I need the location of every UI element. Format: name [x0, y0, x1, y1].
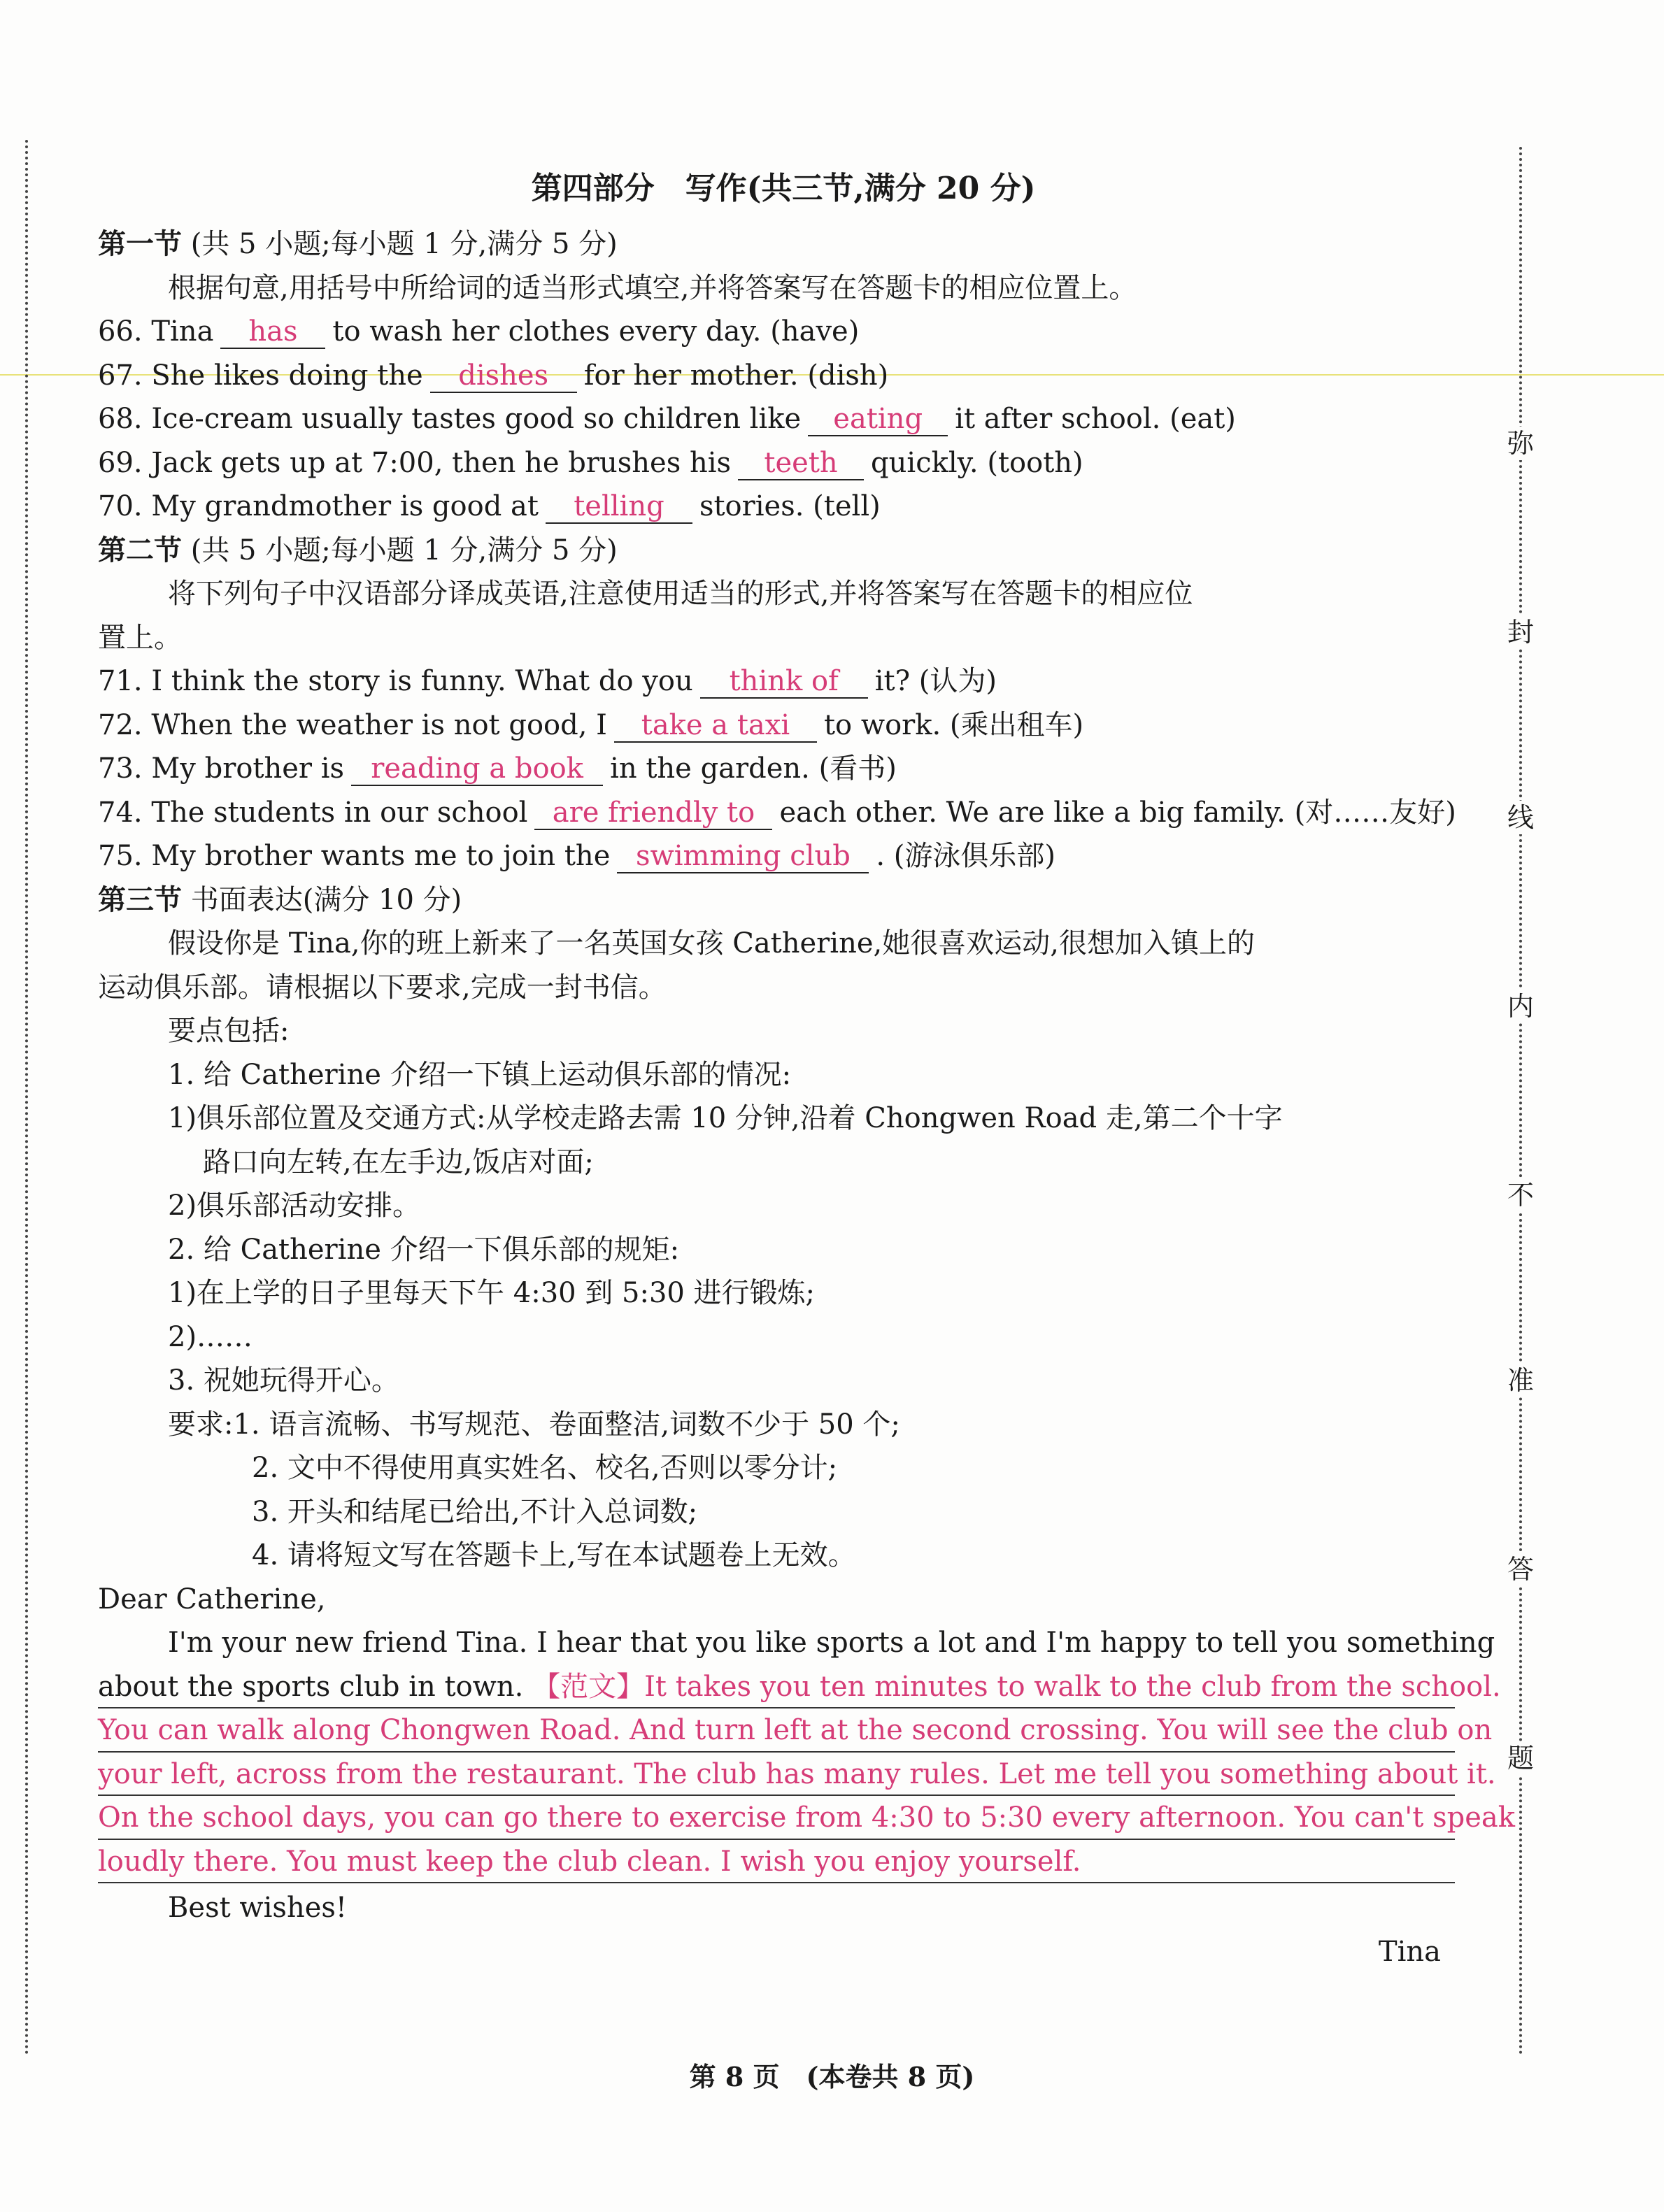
section1-instruction: 根据句意,用括号中所给词的适当形式填空,并将答案写在答题卡的相应位置上。: [168, 271, 1137, 304]
question-text: 69. Jack gets up at 7:00, then he brushes his: [98, 446, 732, 479]
section1-header: [98, 222, 1469, 266]
letter-signature: Tina: [1378, 1935, 1441, 1968]
question-text: 75. My brother wants me to join the: [98, 840, 611, 872]
essay-line-3: your left, across from the restaurant. The club has many rules. Let me tell you something about it.: [98, 1753, 1455, 1797]
model-essay-text: It takes you ten minutes to walk to the club from the school.: [644, 1670, 1501, 1703]
answer-blank[interactable]: think of: [700, 665, 868, 699]
question-75: [98, 834, 1469, 878]
seal-char-8: 题: [1498, 1741, 1543, 1775]
section3-prompt-1: 假设你是 Tina,你的班上新来了一名英国女孩 Catherine,她很喜欢运动,很想加入镇上的: [168, 927, 1255, 959]
question-69: [98, 441, 1469, 485]
section3-header: [98, 878, 1469, 922]
key-point-2: 2. 给 Catherine 介绍一下俱乐部的规矩:: [168, 1233, 680, 1266]
essay-line-4: On the school days, you can go there to exercise from 4:30 to 5:30 every afternoon. You can't speak: [98, 1796, 1455, 1840]
seal-char-6: 准: [1498, 1364, 1543, 1397]
question-text: 70. My grandmother is good at: [98, 490, 539, 522]
requirement-3: 3. 开头和结尾已给出,不计入总词数;: [252, 1495, 698, 1528]
essay-line-5: loudly there. You must keep the club clean. I wish you enjoy yourself.: [98, 1840, 1455, 1884]
answer-blank[interactable]: are friendly to: [534, 797, 772, 830]
answer-blank[interactable]: teeth: [738, 447, 864, 480]
question-71: [98, 659, 1469, 704]
answer-blank[interactable]: has: [220, 315, 325, 349]
question-text: 74. The students in our school: [98, 796, 528, 829]
answer-blank[interactable]: swimming club: [617, 840, 869, 873]
answer-blank[interactable]: eating: [808, 403, 948, 436]
question-66: [98, 310, 1469, 354]
question-text: 68. Ice-cream usually tastes good so children like: [98, 403, 802, 435]
question-text: quickly. (tooth): [871, 446, 1083, 479]
question-67: [98, 354, 1469, 398]
section2-heading: 第二节: [98, 533, 182, 566]
seal-char-1: 弥: [1498, 427, 1543, 460]
question-text: it? (认为): [874, 665, 997, 697]
section2-header: [98, 529, 1469, 573]
key-point-2-2: 2)……: [168, 1320, 253, 1353]
model-essay-tag: 【范文】: [532, 1670, 645, 1703]
question-text: 73. My brother is: [98, 752, 345, 785]
question-70: [98, 485, 1469, 529]
question-text: to work. (乘出租车): [823, 708, 1084, 741]
seal-char-7: 答: [1498, 1553, 1543, 1586]
answer-blank[interactable]: take a taxi: [614, 709, 817, 743]
question-text: stories. (tell): [699, 490, 881, 522]
answer-blank[interactable]: reading a book: [351, 752, 603, 786]
key-point-1: 1. 给 Catherine 介绍一下镇上运动俱乐部的情况:: [168, 1058, 792, 1091]
seal-char-3: 线: [1498, 801, 1543, 834]
section3-points: 书面表达(满分 10 分): [190, 883, 462, 916]
question-73: [98, 747, 1469, 791]
answer-blank[interactable]: telling: [546, 490, 692, 524]
seal-char-4: 内: [1498, 990, 1543, 1023]
question-text: 72. When the weather is not good, I: [98, 708, 607, 741]
question-68: [98, 397, 1469, 441]
question-text: 71. I think the story is funny. What do you: [98, 665, 693, 697]
key-point-1-2: 2)俱乐部活动安排。: [168, 1190, 421, 1222]
section1-points: (共 5 小题;每小题 1 分,满分 5 分): [190, 228, 618, 260]
section2-instruction-2: 置上。: [98, 621, 182, 654]
letter-opening-1: I'm your new friend Tina. I hear that you like sports a lot and I'm happy to tell you something: [168, 1627, 1495, 1659]
question-text: each other. We are like a big family. (对……友好): [779, 796, 1456, 829]
question-text: 67. She likes doing the: [98, 359, 423, 392]
answer-blank[interactable]: dishes: [430, 359, 577, 393]
key-point-1-1a: 1)俱乐部位置及交通方式:从学校走路去需 10 分钟,沿着 Chongwen Road 走,第二个十字: [168, 1102, 1283, 1134]
section2-points: (共 5 小题;每小题 1 分,满分 5 分): [190, 534, 618, 566]
question-text: for her mother. (dish): [583, 359, 889, 392]
letter-salutation: Dear Catherine,: [98, 1583, 326, 1615]
question-text: 66. Tina: [98, 315, 214, 348]
seal-char-5: 不: [1498, 1178, 1543, 1212]
question-text: to wash her clothes every day. (have): [332, 315, 860, 348]
essay-line-2: You can walk along Chongwen Road. And turn left at the second crossing. You will see the club on: [98, 1708, 1455, 1753]
left-binding-line: [25, 140, 28, 2056]
seal-char-2: 封: [1498, 615, 1543, 649]
question-72: [98, 704, 1469, 748]
section2-instruction-1: 将下列句子中汉语部分译成英语,注意使用适当的形式,并将答案写在答题卡的相应位: [168, 578, 1193, 610]
question-74: [98, 791, 1469, 835]
requirement-2: 2. 文中不得使用真实姓名、校名,否则以零分计;: [252, 1452, 838, 1484]
key-point-2-1: 1)在上学的日子里每天下午 4:30 到 5:30 进行锻炼;: [168, 1277, 816, 1309]
essay-line-1: [98, 1665, 1501, 1709]
letter-closing: Best wishes!: [168, 1892, 347, 1924]
question-text: in the garden. (看书): [610, 752, 897, 785]
section3-prompt-2: 运动俱乐部。请根据以下要求,完成一封书信。: [98, 971, 667, 1004]
key-point-3: 3. 祝她玩得开心。: [168, 1364, 399, 1397]
main-content: [98, 161, 1515, 1974]
key-point-1-1b: 路口向左转,在左手边,饭店对面;: [203, 1146, 594, 1178]
section3-heading: 第三节: [98, 883, 182, 916]
requirement-4: 4. 请将短文写在答题卡上,写在本试题卷上无效。: [252, 1539, 856, 1571]
part-title: 第四部分 写作(共三节,满分 20 分): [531, 171, 1036, 206]
letter-opening-2: about the sports club in town.: [98, 1670, 524, 1703]
requirement-1: 要求:1. 语言流畅、书写规范、卷面整洁,词数不少于 50 个;: [168, 1408, 900, 1441]
question-text: it after school. (eat): [955, 403, 1236, 435]
section1-heading: 第一节: [98, 227, 182, 260]
key-points-label: 要点包括:: [168, 1015, 290, 1047]
page-footer: 第 8 页 (本卷共 8 页): [689, 2061, 975, 2092]
question-text: . (游泳俱乐部): [876, 840, 1056, 872]
